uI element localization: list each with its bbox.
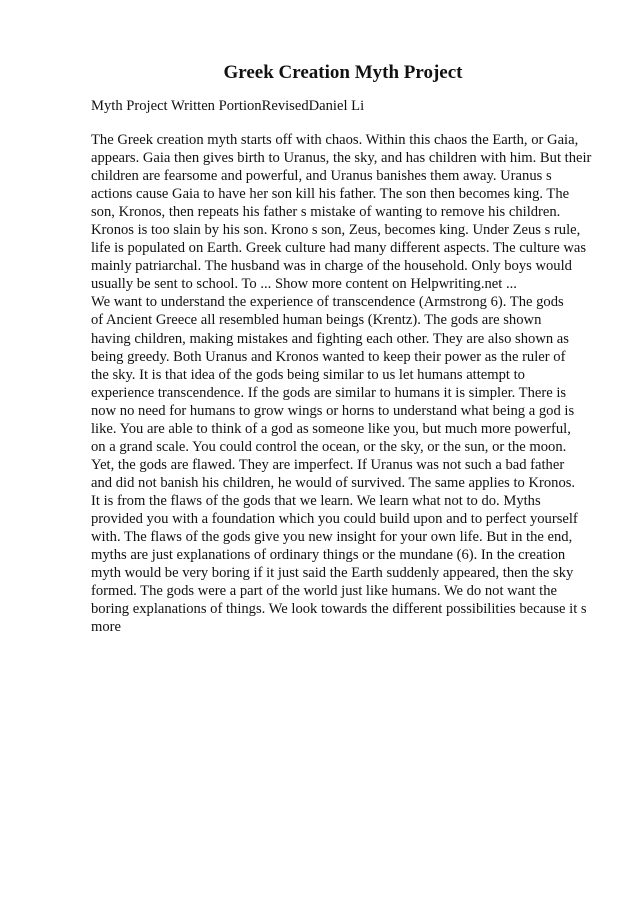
body-text-line: like. You are able to think of a god as someone like you, but much more powerful, <box>91 420 571 437</box>
body-text-line: mainly patriarchal. The husband was in charge of the household. Only boys would <box>91 258 572 275</box>
body-text-line: provided you with a foundation which you could build upon and to perfect yourself <box>91 510 578 527</box>
body-text-line: on a grand scale. You could control the ocean, or the sky, or the sun, or the moon. <box>91 438 567 455</box>
body-text-line: now no need for humans to grow wings or horns to understand what being a god is <box>91 402 575 419</box>
body-text-line: Kronos is too slain by his son. Krono s son, Zeus, becomes king. Under Zeus s rule, <box>91 222 581 239</box>
document-subtitle: Myth Project Written PortionRevisedDaniel Li <box>91 98 365 114</box>
body-text-line: appears. Gaia then gives birth to Uranus, the sky, and has children with him. But their <box>91 150 592 167</box>
body-text-line: The Greek creation myth starts off with chaos. Within this chaos the Earth, or Gaia, <box>91 132 579 148</box>
body-text-line: myth would be very boring if it just said the Earth suddenly appeared, then the sky <box>91 565 574 582</box>
body-text-line: and did not banish his children, he would of survived. The same applies to Kronos. <box>91 474 576 491</box>
document-title: Greek Creation Myth Project <box>223 62 463 83</box>
body-text-line: usually be sent to school. To ... Show more content on Helpwriting.net ... <box>91 276 517 293</box>
body-text-line: boring explanations of things. We look towards the different possibilities because it s <box>91 601 587 618</box>
body-text-line: life is populated on Earth. Greek culture had many different aspects. The culture was <box>91 240 587 257</box>
body-text-line: We want to understand the experience of transcendence (Armstrong 6). The gods <box>91 294 564 311</box>
body-text-line: with. The flaws of the gods give you new insight for your own life. But in the end, <box>91 529 573 546</box>
body-text-line: son, Kronos, then repeats his father s mistake of wanting to remove his children. <box>91 204 561 221</box>
body-text-line: It is from the flaws of the gods that we learn. We learn what not to do. Myths <box>91 492 541 509</box>
body-text-line: the sky. It is that idea of the gods being similar to us let humans attempt to <box>91 366 525 383</box>
body-text-line: being greedy. Both Uranus and Kronos wanted to keep their power as the ruler of <box>91 348 566 365</box>
body-text-line: myths are just explanations of ordinary things or the mundane (6). In the creation <box>91 547 566 564</box>
document-body <box>91 131 611 636</box>
body-text-line: Yet, the gods are flawed. They are imperfect. If Uranus was not such a bad father <box>91 456 565 473</box>
body-text-line: children are fearsome and powerful, and Uranus banishes them away. Uranus s <box>91 168 552 185</box>
body-text-line: experience transcendence. If the gods are similar to humans it is simpler. There is <box>91 384 567 401</box>
body-text-line: having children, making mistakes and fighting each other. They are also shown as <box>91 330 569 347</box>
body-text-line: more <box>91 619 121 636</box>
body-text-line: of Ancient Greece all resembled human beings (Krentz). The gods are shown <box>91 312 542 329</box>
body-text-line: actions cause Gaia to have her son kill his father. The son then becomes king. The <box>91 186 570 203</box>
body-text-line: formed. The gods were a part of the world just like humans. We do not want the <box>91 583 557 600</box>
